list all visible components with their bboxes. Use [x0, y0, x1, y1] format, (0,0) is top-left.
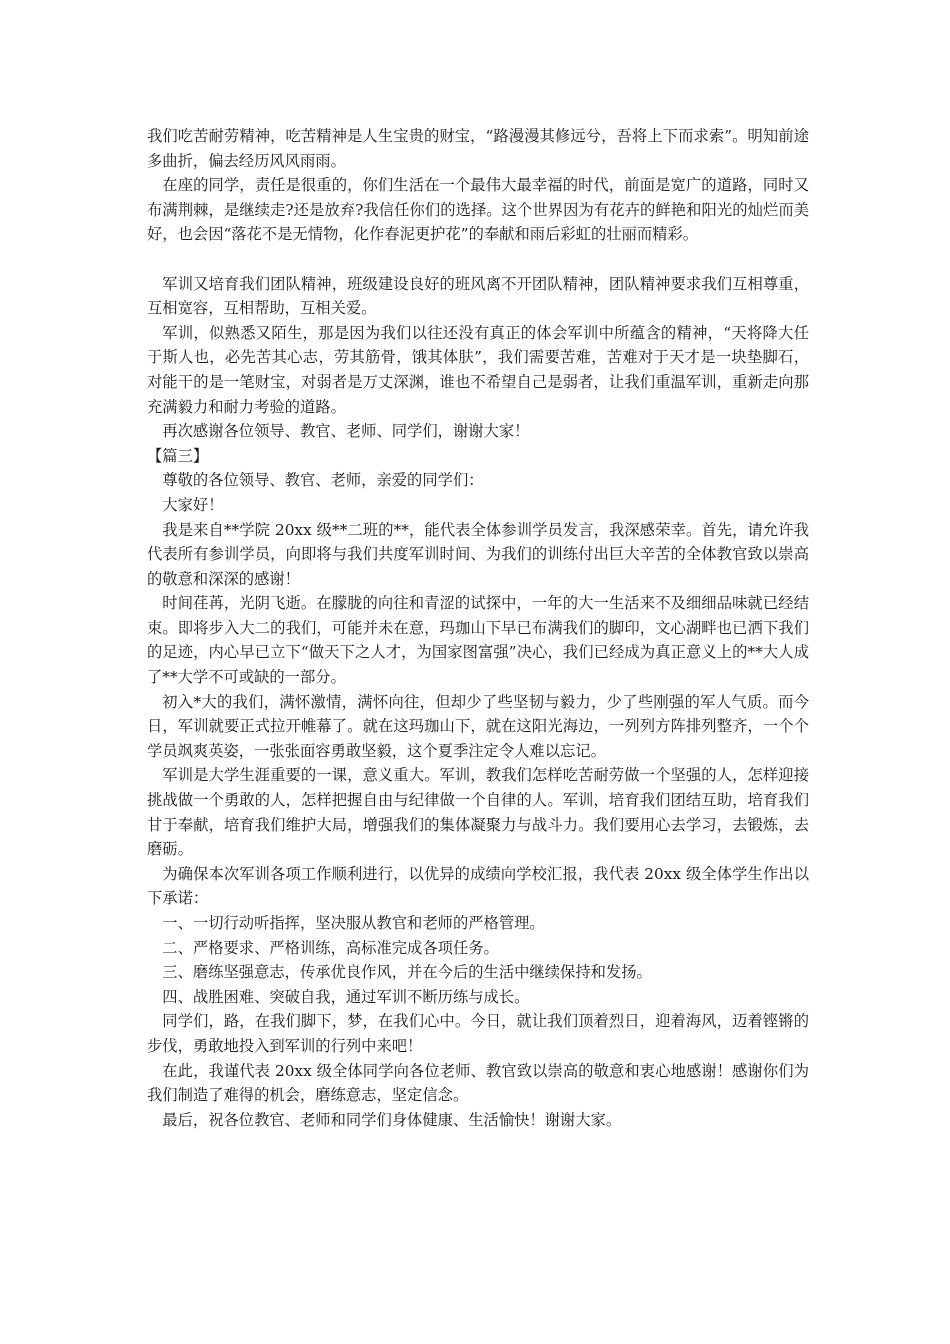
section-heading: 【篇三】 — [147, 446, 209, 465]
paragraph: 初入*大的我们，满怀激情，满怀向往，但却少了些坚韧与毅力，少了些刚强的军人气质。而今日，军训就要正式拉开帷幕了。就在这玛珈山下，就在这阳光海边，一列列方阵排列整齐，一个个学员飒爽英姿，一张张面容勇敢坚毅，这个夏季注定令人难以忘记。 — [147, 692, 809, 760]
paragraph: 在座的同学，责任是很重的，你们生活在一个最伟大最幸福的时代，前面是宽广的道路，同时又布满荆棘，是继续走?还是放弃?我信任你们的选择。这个世界因为有花卉的鲜艳和阳光的灿烂而美好，也会因“落花不是无情物，化作春泥更护花”的奉献和雨后彩虹的壮丽而精彩。 — [147, 176, 809, 244]
paragraph: 在此，我谨代表 20xx 级全体同学向各位老师、教官致以崇高的敬意和衷心地感谢！感谢你们为我们制造了难得的机会，磨练意志，坚定信念。 — [147, 1061, 809, 1105]
paragraph: 同学们，路，在我们脚下，梦，在我们心中。今日，就让我们顶着烈日，迎着海风，迈着铿锵的步伐，勇敢地投入到军训的行列中来吧！ — [147, 1012, 809, 1055]
document-body — [147, 124, 809, 1132]
paragraph: 军训是大学生涯重要的一课，意义重大。军训，教我们怎样吃苦耐劳做一个坚强的人，怎样迎接挑战做一个勇敢的人，怎样把握自由与纪律做一个自律的人。军训，培育我们团结互助，培育我们甘于奉献，培育我们维护大局，增强我们的集体凝聚力与战斗力。我们要用心去学习，去锻炼，去磨砺。 — [147, 766, 809, 859]
list-item: 三、磨练坚强意志，传承优良作风，并在今后的生活中继续保持和发扬。 — [162, 963, 652, 982]
list-item: 二、严格要求、严格训练，高标准完成各项任务。 — [162, 938, 499, 957]
list-item: 四、战胜困难、突破自我，通过军训不断历练与成长。 — [162, 987, 530, 1006]
salutation: 尊敬的各位领导、教官、老师，亲爱的同学们： — [162, 471, 484, 490]
paragraph: 我是来自**学院 20xx 级**二班的**，能代表全体参训学员发言，我深感荣幸。首先，请允许我代表所有参训学员，向即将与我们共度军训时间、为我们的训练付出巨大辛苦的全体教官致以崇高的敬意和深深的感谢！ — [147, 520, 809, 588]
blank-line — [147, 247, 809, 272]
list-item: 一、一切行动听指挥，坚决服从教官和老师的严格管理。 — [162, 914, 545, 932]
paragraph: 军训，似熟悉又陌生，那是因为我们以往还没有真正的体会军训中所蕴含的精神，“天将降大任于斯人也，必先苦其心志，劳其筋骨，饿其体肤”，我们需要苦难，苦难对于天才是一块垫脚石，对能干的是一笔财宝，对弱者是万丈深渊，谁也不希望自己是弱者，让我们重温军训，重新走向那充满毅力和耐力考验的道路。 — [147, 323, 809, 416]
closing-paragraph: 最后，祝各位教官、老师和同学们身体健康、生活愉快！谢谢大家。 — [162, 1110, 622, 1129]
paragraph: 为确保本次军训各项工作顺利进行，以优异的成绩向学校汇报，我代表 20xx 级全体学生作出以下承诺： — [147, 864, 809, 908]
greeting: 大家好！ — [162, 495, 224, 514]
paragraph: 我们吃苦耐劳精神，吃苦精神是人生宝贵的财宝，“路漫漫其修远兮，吾将上下而求索”。明知前途多曲折，偏去经历风风雨雨。 — [147, 127, 809, 170]
paragraph: 再次感谢各位领导、教官、老师、同学们，谢谢大家！ — [162, 422, 530, 441]
paragraph: 时间荏苒，光阴飞逝。在朦胧的向往和青涩的试探中，一年的大一生活来不及细细品味就已经结束。即将步入大二的我们，可能并未在意，玛珈山下早已布满我们的脚印，文心湖畔也已洒下我们的足迹，内心早已立下“做天下之人才，为国家图富强”决心，我们已经成为真正意义上的**大人成了**大学不可或缺的一部分。 — [147, 594, 809, 687]
paragraph: 军训又培育我们团队精神，班级建设良好的班风离不开团队精神，团队精神要求我们互相尊重，互相宽容，互相帮助，互相关爱。 — [147, 274, 809, 318]
